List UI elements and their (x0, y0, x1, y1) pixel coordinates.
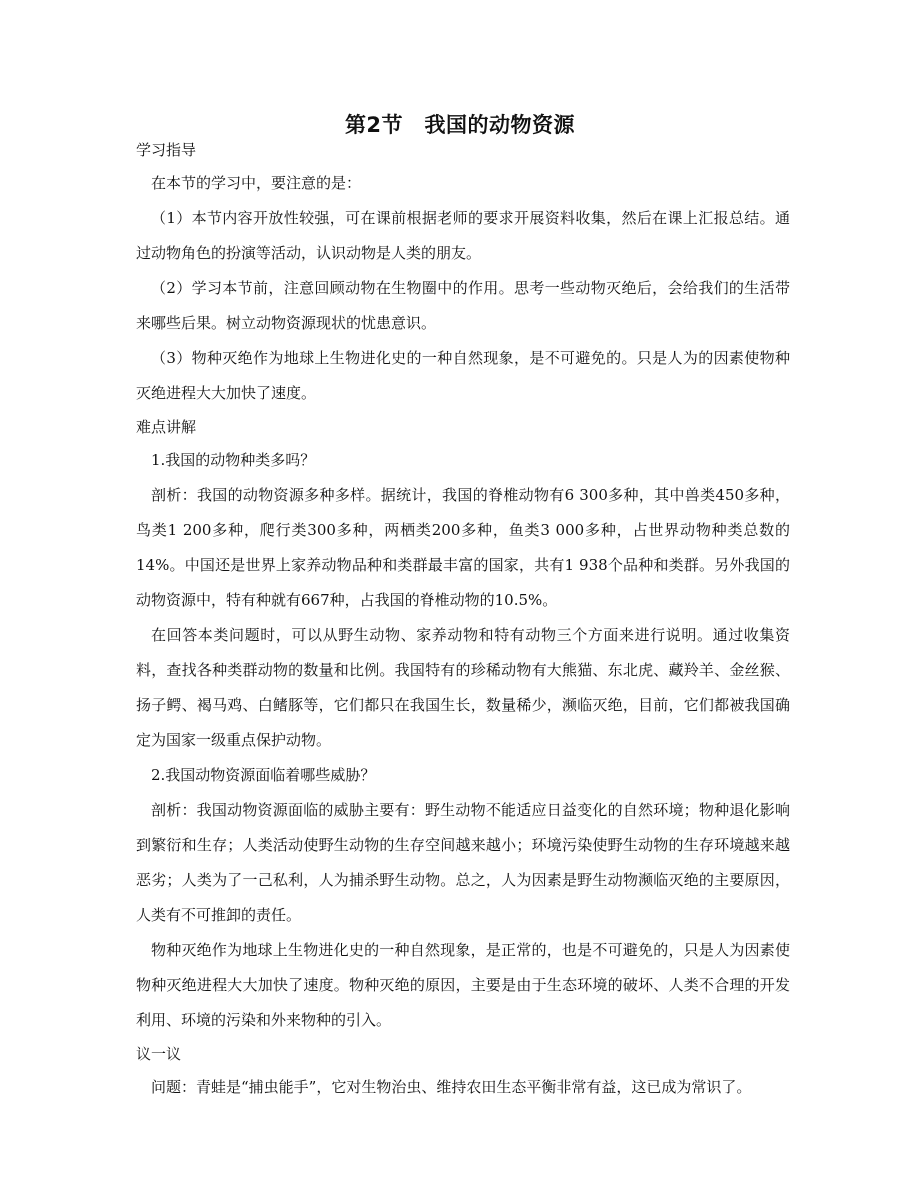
section-heading-difficulties: 难点讲解 (136, 418, 197, 436)
answer-2: 剖析：我国动物资源面临的威胁主要有：野生动物不能适应日益变化的自然环境；物种退化影响到繁衍和生存；人类活动使野生动物的生存空间越来越小；环境污染使野生动物的生存环境越来越恶劣；人类为了一己私利，人为捕杀野生动物。总之，人为因素是野生动物濒临灭绝的主要原因，人类有不可推卸的责任。 (136, 801, 790, 924)
document-body (136, 134, 790, 1105)
section-heading-discuss: 议一议 (136, 1045, 182, 1063)
guide-point-2: （2）学习本节前，注意回顾动物在生物圈中的作用。思考一些动物灭绝后，会给我们的生活带来哪些后果。树立动物资源现状的忧患意识。 (136, 279, 790, 332)
question-1: 1.我国的动物种类多吗？ (151, 451, 316, 469)
section-heading-guide: 学习指导 (136, 141, 197, 159)
guide-intro: 在本节的学习中，要注意的是： (151, 174, 362, 192)
answer-1-more: 在回答本类问题时，可以从野生动物、家养动物和特有动物三个方面来进行说明。通过收集资料，查找各种类群动物的数量和比例。我国特有的珍稀动物有大熊猫、东北虎、藏羚羊、金丝猴、扬子鳄、褐马鸡、白鳍豚等，它们都只在我国生长，数量稀少，濒临灭绝，目前，它们都被我国确定为国家一级重点保护动物。 (136, 626, 790, 749)
question-2: 2.我国动物资源面临着哪些威胁？ (151, 766, 376, 784)
discuss-question: 问题：青蛙是“捕虫能手”，它对生物治虫、维持农田生态平衡非常有益，这已成为常识了。 (151, 1078, 752, 1096)
answer-2-more: 物种灭绝作为地球上生物进化史的一种自然现象，是正常的，也是不可避免的，只是人为因素使物种灭绝进程大大加快了速度。物种灭绝的原因，主要是由于生态环境的破坏、人类不合理的开发利用、环境的污染和外来物种的引入。 (136, 941, 790, 1029)
page-title: 第2节 我国的动物资源 (344, 113, 576, 137)
guide-point-1: （1）本节内容开放性较强，可在课前根据老师的要求开展资料收集，然后在课上汇报总结。通过动物角色的扮演等活动，认识动物是人类的朋友。 (136, 209, 790, 262)
guide-point-3: （3）物种灭绝作为地球上生物进化史的一种自然现象，是不可避免的。只是人为的因素使物种灭绝进程大大加快了速度。 (136, 349, 790, 402)
answer-1: 剖析：我国的动物资源多种多样。据统计，我国的脊椎动物有6 300多种，其中兽类450多种，鸟类1 200多种，爬行类300多种，两栖类200多种，鱼类3 000多种，占世界动物种类总数的14%。中国还是世界上家养动物品种和类群最丰富的国家，共有1 938个品种和类群。另外我国的动物资源中，特有种就有667种，占我国的脊椎动物的10.5%。 (136, 486, 790, 609)
